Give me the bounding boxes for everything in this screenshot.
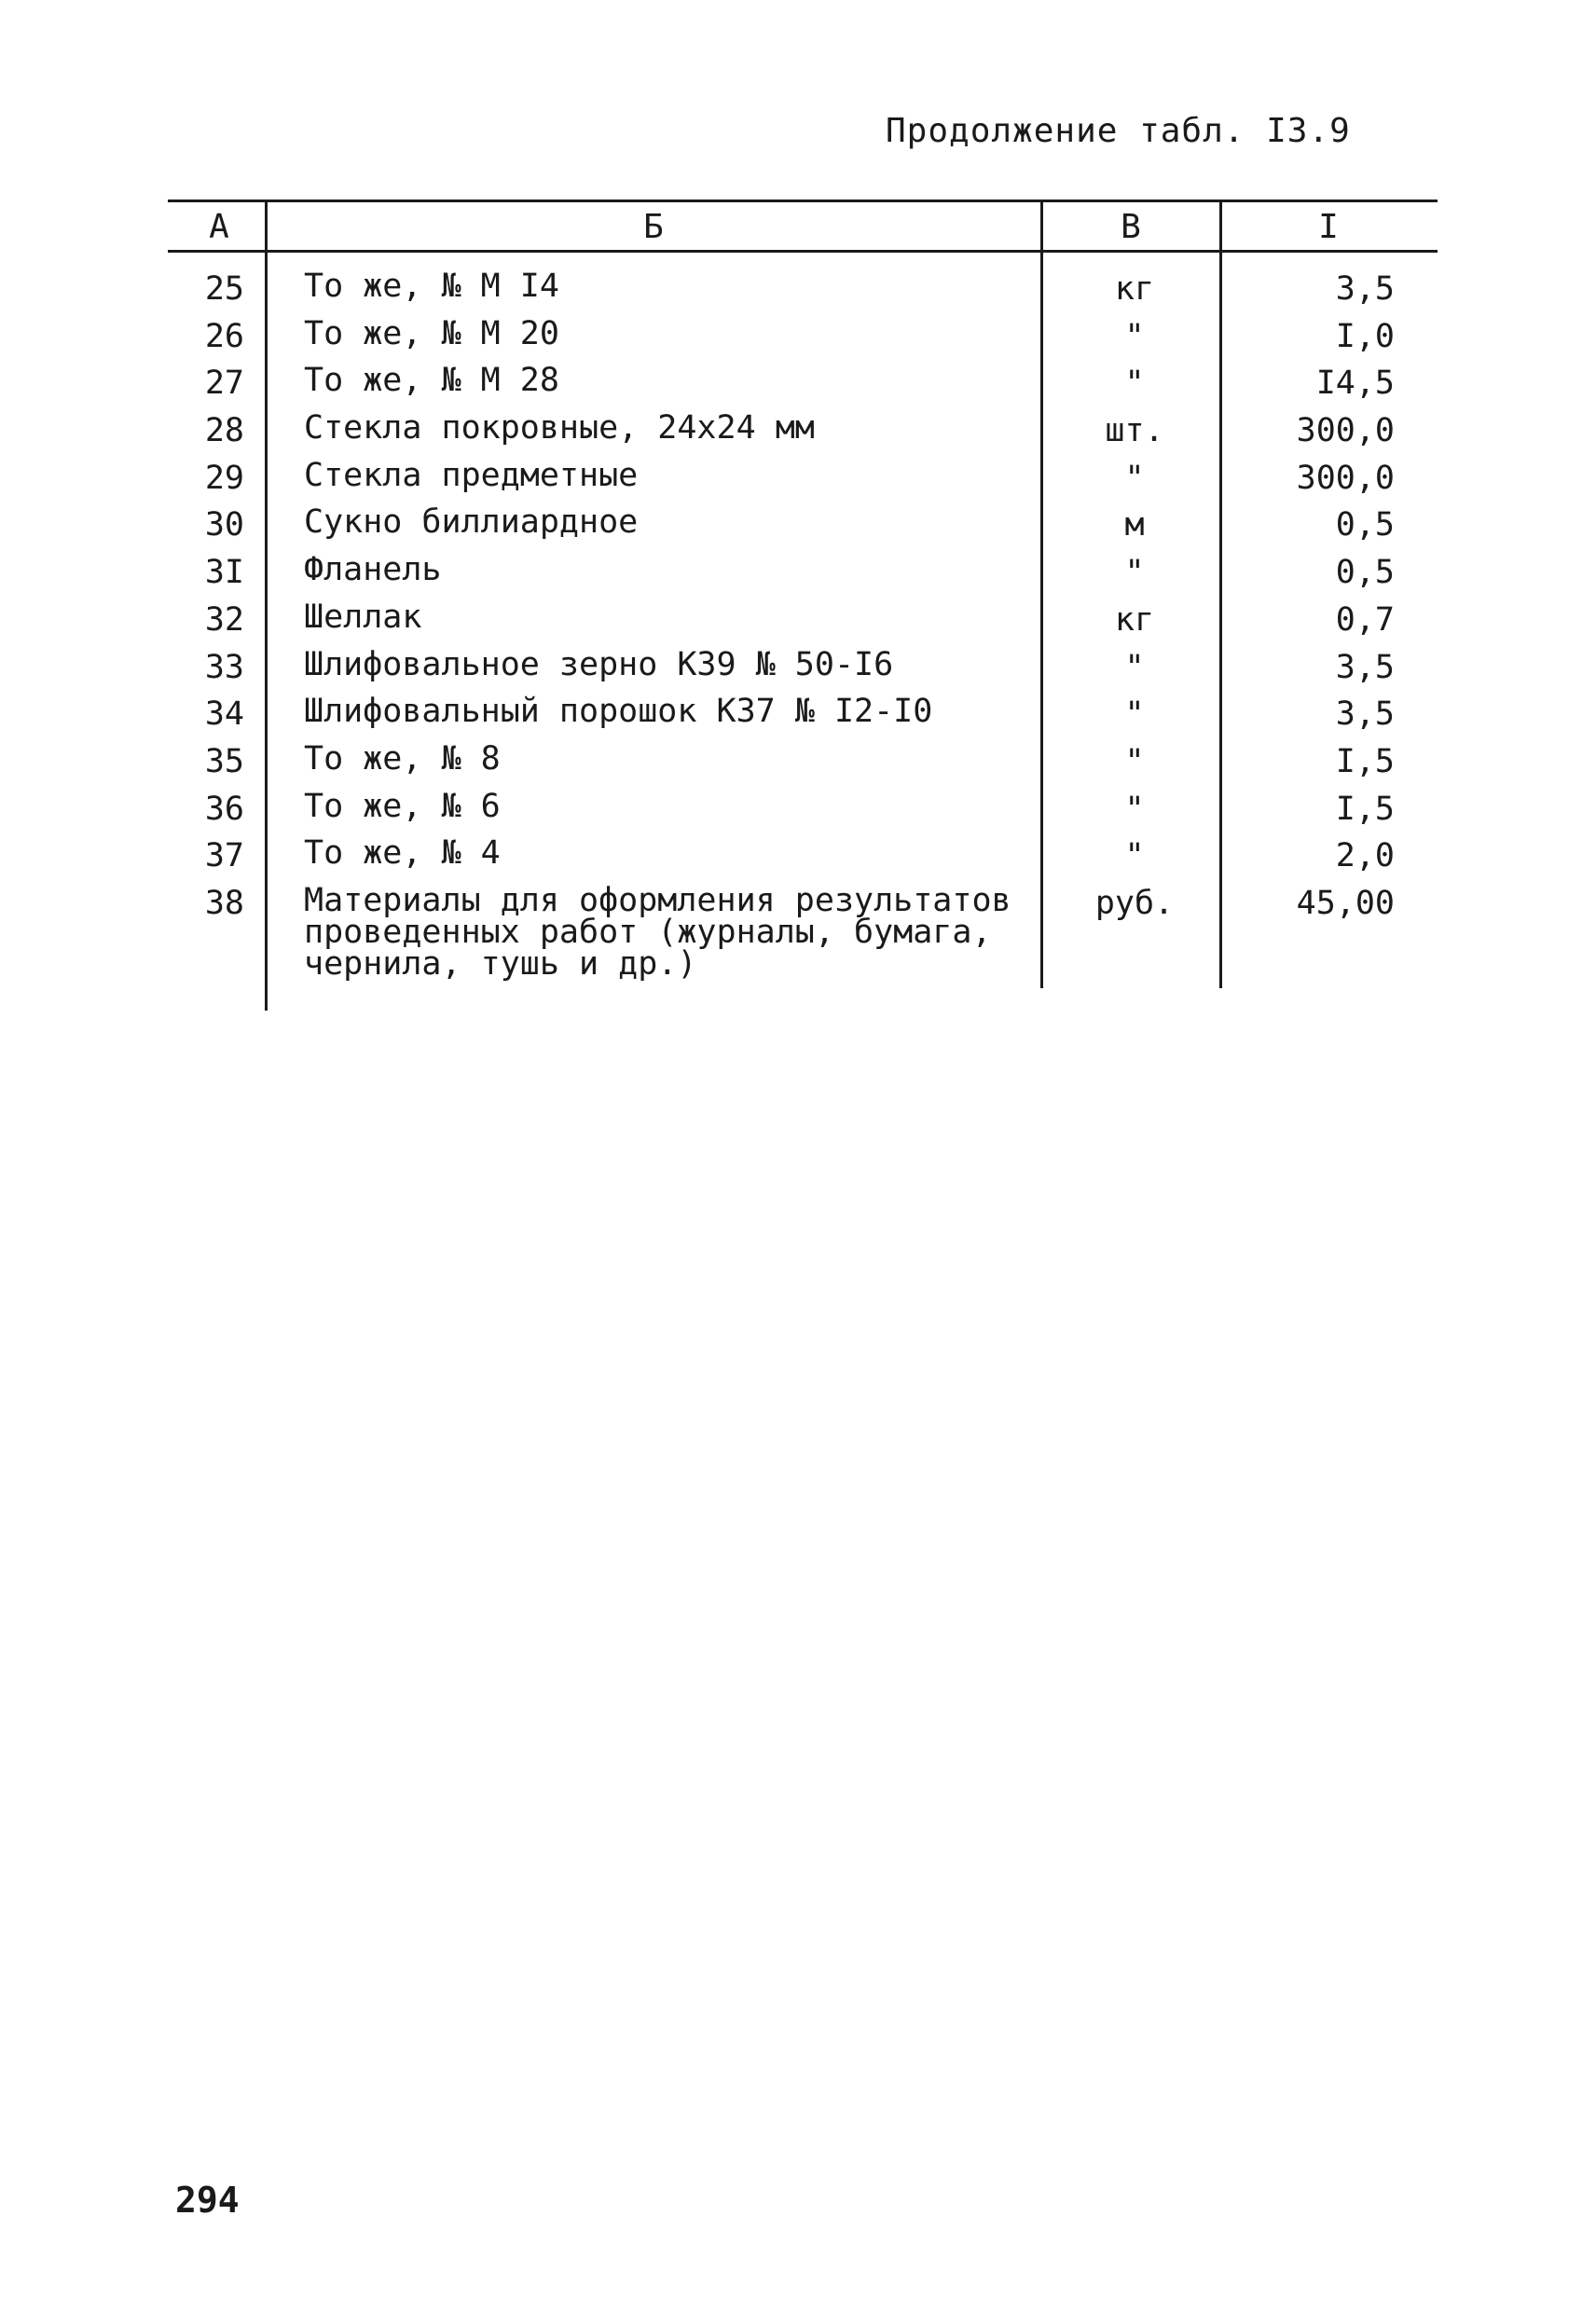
- row-unit: ": [1124, 695, 1145, 734]
- table-row: [0, 270, 1596, 318]
- header-col-i: I: [1318, 208, 1339, 246]
- table-row: [0, 787, 1596, 838]
- row-value: 3,5: [1335, 270, 1395, 308]
- row-value: 300,0: [1296, 459, 1395, 497]
- row-unit: ": [1124, 648, 1145, 686]
- row-name: То же, № 8: [304, 739, 501, 778]
- table-row: [0, 695, 1596, 743]
- table-row: [0, 362, 1596, 412]
- row-value: 0,5: [1335, 506, 1395, 544]
- row-unit: кг: [1114, 270, 1155, 308]
- row-number: 25: [204, 270, 244, 308]
- table-top-rule: [168, 200, 1438, 202]
- table-caption: Продолжение табл. I3.9: [886, 112, 1351, 150]
- row-unit: ": [1124, 554, 1145, 592]
- row-number: 37: [204, 837, 244, 875]
- row-value: 2,0: [1335, 837, 1395, 875]
- row-number: 27: [204, 365, 244, 403]
- page-number: 294: [175, 2180, 240, 2221]
- row-name: То же, № М I4: [304, 268, 559, 305]
- table-row: [0, 645, 1596, 696]
- row-number: 26: [204, 317, 244, 355]
- row-unit: ": [1124, 837, 1145, 875]
- row-name: Фланель: [304, 551, 442, 589]
- table-body: [0, 270, 1596, 1006]
- row-unit: ": [1124, 742, 1145, 780]
- row-number: 38: [204, 884, 244, 922]
- row-number: 30: [204, 506, 244, 544]
- table-row: [0, 739, 1596, 791]
- row-value: I,5: [1335, 790, 1395, 828]
- table-row: [0, 881, 1596, 1006]
- table-row: [0, 503, 1596, 554]
- row-unit: кг: [1114, 600, 1155, 639]
- row-value: I4,5: [1315, 365, 1395, 403]
- row-value: 0,5: [1335, 554, 1395, 592]
- table-row: [0, 834, 1596, 885]
- header-col-b: Б: [643, 208, 664, 246]
- row-number: 36: [204, 790, 244, 828]
- row-value: I,0: [1335, 317, 1395, 355]
- row-unit: м: [1124, 506, 1145, 544]
- row-value: 0,7: [1335, 600, 1395, 639]
- row-name: Материалы для оформления результатов проведенных работ (журналы, бумага, чернила, тушь и др.): [304, 881, 1011, 983]
- header-col-v: В: [1121, 208, 1141, 246]
- row-number: 28: [204, 412, 244, 450]
- row-name: Стекла предметные: [304, 456, 639, 494]
- row-number: 3I: [204, 554, 244, 592]
- row-unit: руб.: [1094, 884, 1175, 922]
- row-name: Стекла покровные, 24х24 мм: [304, 409, 815, 447]
- row-unit: ": [1124, 317, 1145, 355]
- row-name: То же, № М 28: [304, 362, 559, 400]
- table-row: [0, 456, 1596, 507]
- row-name: То же, № 4: [304, 834, 501, 873]
- table-header-rule: [168, 250, 1438, 253]
- row-number: 33: [204, 648, 244, 686]
- row-value: 3,5: [1335, 695, 1395, 734]
- row-number: 32: [204, 600, 244, 639]
- row-number: 34: [204, 695, 244, 734]
- row-unit: шт.: [1105, 412, 1164, 450]
- row-number: 29: [204, 459, 244, 497]
- table-row: [0, 409, 1596, 460]
- row-name: Шеллак: [304, 598, 422, 636]
- row-name: Шлифовальный порошок К37 № I2-I0: [304, 693, 933, 731]
- header-col-a: А: [209, 208, 229, 246]
- row-value: 300,0: [1296, 412, 1395, 450]
- row-value: 45,00: [1296, 884, 1395, 922]
- row-number: 35: [204, 742, 244, 780]
- row-name: Шлифовальное зерно К39 № 50-I6: [304, 645, 894, 683]
- row-unit: ": [1124, 365, 1145, 403]
- row-unit: ": [1124, 790, 1145, 828]
- row-unit: ": [1124, 459, 1145, 497]
- table-row: [0, 314, 1596, 365]
- row-value: I,5: [1335, 742, 1395, 780]
- row-name: То же, № 6: [304, 787, 501, 825]
- row-name: Сукно биллиардное: [304, 503, 639, 542]
- table-row: [0, 598, 1596, 649]
- table-row: [0, 551, 1596, 601]
- row-name: То же, № М 20: [304, 314, 559, 352]
- row-value: 3,5: [1335, 648, 1395, 686]
